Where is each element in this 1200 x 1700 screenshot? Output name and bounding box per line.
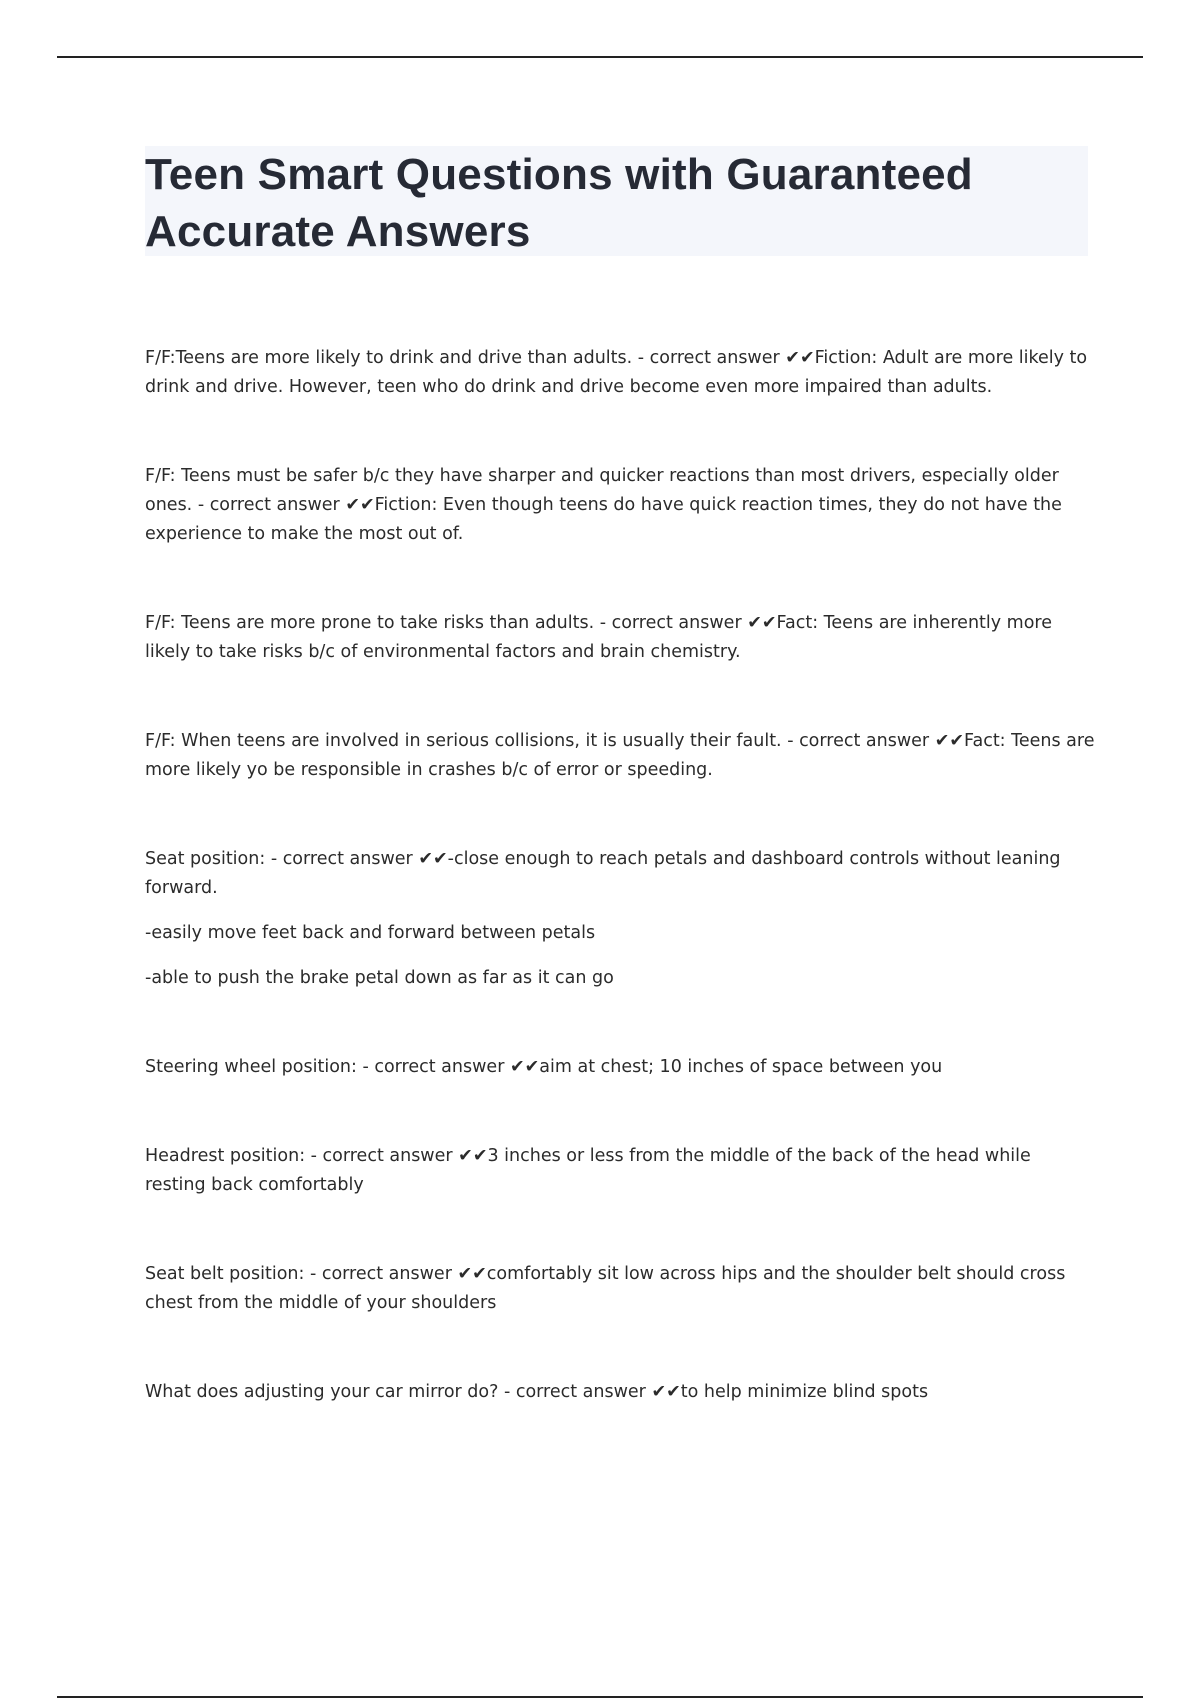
answer-text: Fact: Teens are more likely yo be responsible in crashes b/c of error or speeding. [145,731,1095,780]
question-text: Steering wheel position: [145,1057,357,1077]
qa-text [145,462,1095,549]
double-check-icon: ✔✔ [418,849,448,869]
qa-text [145,344,1095,402]
answer-text: Fiction: Adult are more likely to drink and drive. However, teen who do drink and drive become even more impaired than adults. [145,348,1088,397]
answer-text: Fact: Teens are inherently more likely to take risks b/c of environmental factors and brain chemistry. [145,613,1053,662]
qa-item [145,1053,1095,1082]
double-check-icon: ✔✔ [457,1264,487,1284]
qa-item [145,344,1095,402]
answer-continuation: -easily move feet back and forward between petals [145,923,596,943]
answer-text: comfortably sit low across hips and the shoulder belt should cross chest from the middle of your shoulders [145,1264,1066,1313]
answer-text: 3 inches or less from the middle of the back of the head while resting back comfortably [145,1146,1031,1195]
double-check-icon: ✔✔ [934,731,965,751]
question-text: Headrest position: [145,1146,306,1166]
qa-text [145,1378,1095,1407]
qa-text [145,1142,1095,1200]
qa-text [145,609,1095,667]
double-check-icon: ✔✔ [747,613,777,633]
question-text: F/F:Teens are more likely to drink and drive than adults. [145,348,633,368]
qa-item [145,462,1095,549]
title-banner [145,146,1088,256]
qa-list [145,344,1095,1467]
answer-separator: - correct answer [305,1146,459,1166]
question-text: What does adjusting your car mirror do? [145,1382,499,1402]
answer-text: to help minimize blind spots [680,1382,929,1402]
answer-separator: - correct answer [304,1264,458,1284]
question-text: Seat belt position: [145,1264,305,1284]
qa-text [145,845,1095,903]
double-check-icon: ✔✔ [345,495,375,515]
document-title: Teen Smart Questions with Guaranteed Accurate Answers [145,150,973,256]
header-rule [57,56,1143,58]
answer-text: -close enough to reach petals and dashboard controls without leaning forward. [145,849,1061,898]
footer-rule [57,1696,1143,1698]
answer-separator: - correct answer [265,849,419,869]
double-check-icon: ✔✔ [785,348,815,368]
qa-item [145,727,1095,785]
double-check-icon: ✔✔ [509,1057,540,1077]
answer-continuation: -able to push the brake petal down as far as it can go [145,968,614,988]
answer-separator: - correct answer [192,495,346,515]
answer-separator: - correct answer [781,731,935,751]
qa-text [145,1260,1095,1318]
qa-item [145,845,1095,993]
qa-item [145,1378,1095,1407]
answer-separator: - correct answer [594,613,748,633]
question-text: F/F: Teens must be safer b/c they have sharper and quicker reactions than most drivers, especially older ones. [145,466,1059,515]
qa-text [145,1053,1095,1082]
qa-item [145,1260,1095,1318]
answer-separator: - correct answer [356,1057,510,1077]
qa-item [145,1142,1095,1200]
question-text: Seat position: [145,849,266,869]
answer-separator: - correct answer [498,1382,652,1402]
qa-item [145,609,1095,667]
qa-text [145,727,1095,785]
double-check-icon: ✔✔ [458,1146,488,1166]
question-text: F/F: Teens are more prone to take risks than adults. [145,613,595,633]
answer-text: Fiction: Even though teens do have quick reaction times, they do not have the experience to make the most out of. [145,495,1062,544]
answer-separator: - correct answer [632,348,786,368]
question-text: F/F: When teens are involved in serious collisions, it is usually their fault. [145,731,782,751]
answer-text: aim at chest; 10 inches of space between you [539,1057,943,1077]
double-check-icon: ✔✔ [651,1382,681,1402]
